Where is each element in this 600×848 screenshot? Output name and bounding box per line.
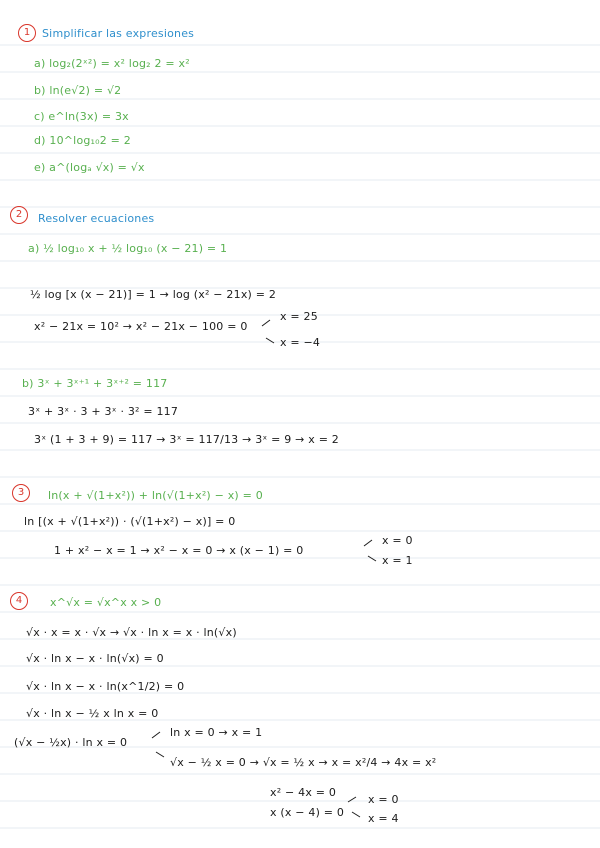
section-1-item-d: d) 10^log₁₀2 = 2 xyxy=(34,134,131,147)
section-4-root-1: x = 0 xyxy=(368,793,399,806)
section-3-number: 3 xyxy=(12,484,30,502)
section-1-item-b: b) ln(e√2) = √2 xyxy=(34,84,122,97)
section-4-line-5: (√x − ½x) · ln x = 0 xyxy=(14,736,128,749)
section-3-line-2: 1 + x² − x = 1 → x² − x = 0 → x (x − 1) = 0 xyxy=(54,544,304,557)
section-2b-line-2: 3ˣ (1 + 3 + 9) = 117 → 3ˣ = 117/13 → 3ˣ = 9 → x = 2 xyxy=(34,433,340,446)
section-4-line-9: x (x − 4) = 0 xyxy=(270,806,345,819)
section-2a-line-2: x² − 21x = 10² → x² − 21x − 100 = 0 xyxy=(34,320,248,333)
section-1-number: 1 xyxy=(18,24,36,42)
section-1-title: Simplificar las expresiones xyxy=(42,27,195,40)
section-2a-root-2: x = −4 xyxy=(280,336,321,349)
section-3-statement: ln(x + √(1+x²)) + ln(√(1+x²) − x) = 0 xyxy=(48,489,263,502)
section-1-item-e: e) a^(logₐ √x) = √x xyxy=(34,161,145,174)
section-4-line-8: x² − 4x = 0 xyxy=(270,786,337,799)
branch-marks xyxy=(152,320,376,817)
section-2b-statement: b) 3ˣ + 3ˣ⁺¹ + 3ˣ⁺² = 117 xyxy=(22,377,168,390)
section-3-line-1: ln [(x + √(1+x²)) · (√(1+x²) − x)] = 0 xyxy=(24,515,236,528)
section-4-line-2: √x · ln x − x · ln(√x) = 0 xyxy=(26,652,164,665)
section-1-item-a: a) log₂(2ˣ²) = x² log₂ 2 = x² xyxy=(34,57,190,70)
section-3-root-2: x = 1 xyxy=(382,554,413,567)
section-2a-root-1: x = 25 xyxy=(280,310,318,323)
section-4-line-4: √x · ln x − ½ x ln x = 0 xyxy=(26,707,159,720)
section-2b-line-1: 3ˣ + 3ˣ · 3 + 3ˣ · 3² = 117 xyxy=(28,405,179,418)
section-1-item-c: c) e^ln(3x) = 3x xyxy=(34,110,129,123)
section-2a-line-1: ½ log [x (x − 21)] = 1 → log (x² − 21x) = 2 xyxy=(30,288,277,301)
section-2a-statement: a) ½ log₁₀ x + ½ log₁₀ (x − 21) = 1 xyxy=(28,242,228,255)
section-2-number: 2 xyxy=(10,206,28,224)
section-4-root-2: x = 4 xyxy=(368,812,399,825)
section-4-branch-1: ln x = 0 → x = 1 xyxy=(170,726,263,739)
section-4-line-3: √x · ln x − x · ln(x^1/2) = 0 xyxy=(26,680,185,693)
section-4-number: 4 xyxy=(10,592,28,610)
section-4-statement: x^√x = √x^x x > 0 xyxy=(50,596,162,609)
section-2-title: Resolver ecuaciones xyxy=(38,212,155,225)
section-4-branch-2: √x − ½ x = 0 → √x = ½ x → x = x²/4 → 4x = x² xyxy=(170,756,437,769)
section-3-root-1: x = 0 xyxy=(382,534,413,547)
section-4-line-1: √x · x = x · √x → √x · ln x = x · ln(√x) xyxy=(26,626,237,639)
